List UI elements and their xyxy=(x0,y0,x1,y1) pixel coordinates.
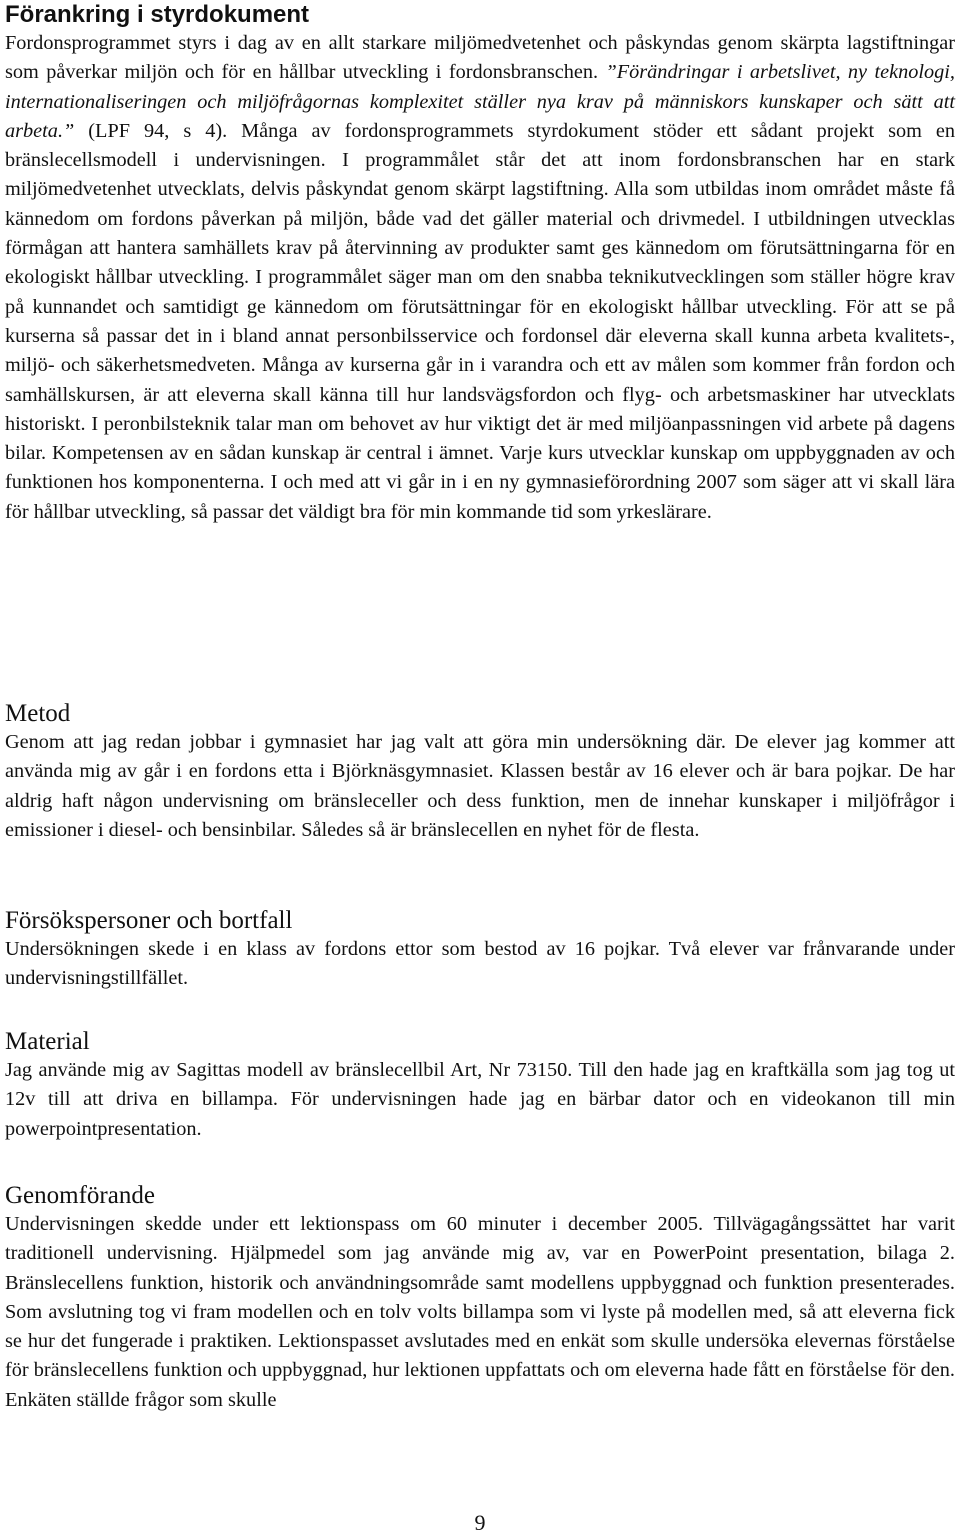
section-title: Förankring i styrdokument xyxy=(5,1,310,28)
paragraph: Jag använde mig av Sagittas modell av bränslecellbil Art, Nr 73150. Till den hade jag en kraftkälla som jag tog ut 12v till att driva en billampa. För undervisningen hade jag en bärbar dator och en videokanon till min powerpointpresentation. xyxy=(5,1059,955,1140)
section-forsokspersoner xyxy=(5,906,955,994)
paragraph-text: Fordonsprogrammet styrs i dag av en allt starkare miljömedvetenhet och påskyndas genom skärpta lagstiftningar som påverkar miljön och för en hållbar utveckling i fordonsbranschen. xyxy=(5,32,955,84)
paragraph xyxy=(5,29,955,527)
section-genomforande xyxy=(5,1181,955,1415)
paragraph-text: (LPF 94, s 4). Många av fordonsprogrammets styrdokument stöder ett sådant projekt som en bränslecellsmodell i undervisningen. I programmålet står det att inom fordonsbranschen har en stark miljömedvetenhet utvecklats, delvis påskyndat genom skärpt lagstiftning. Alla som utbildas inom området måste få kännedom om fordons påverkan på miljön, både vad det gäller material och drivmedel. I utbildningen utvecklas förmågan att hantera samhällets krav på återvinning av produkter samt ges kännedom om förutsättningarna för en ekologiskt hållbar utveckling. I programmålet säger man om den snabba teknikutvecklingen som ställer högre krav på kunnandet och samtidigt ge kännedom om förutsättningar för en ekologiskt hållbar utveckling. För att se på kurserna så passar det in i bland annat personbilsservice och fordonsel där eleverna skall kunna arbeta kvalitets-, miljö- och säkerhetsmedveten. Många av kurserna går in i varandra och ett av målen som kommer från fordon och samhällskursen, är att eleverna skall känna till hur landsvägsfordon och flyg- och arbetsmaskiner har utvecklats historiskt. I peronbilsteknik talar man om behovet av hur viktigt det är med miljöanpassningen vid arbete på dagens bilar. Kompetensen av en sådan kunskap är central i ämnet. Varje kurs utvecklar kunskap om uppbyggnaden av och funktionen hos komponenterna. I och med att vi går in i en ny gymnasieförordning 2007 som säger att vi skall lära för hållbar utveckling, så passar det väldigt bra för min kommande tid som yrkeslärare. xyxy=(5,119,956,523)
page-number: 9 xyxy=(474,1510,486,1535)
section-title: Material xyxy=(5,1028,90,1055)
section-forankring xyxy=(5,0,955,527)
quote-text: ”Förändringar i arbetslivet, ny teknologi, internationaliseringen och miljöfrågornas komplexitet ställer nya krav på människors kunskaper och sätt att arbeta.” xyxy=(5,61,955,142)
paragraph: Genom att jag redan jobbar i gymnasiet har jag valt att göra min undersökning där. De elever jag kommer att använda mig av går i en fordons etta i Björknäsgymnasiet. Klassen består av 16 elever och är bara pojkar. De har aldrig haft någon undervisning om bränsleceller och dess funktion, men de innehar kunskaper i miljöfrågor i emissioner i diesel- och bensinbilar. Således så är bränslecellen en nyhet för de flesta. xyxy=(5,731,955,841)
section-metod xyxy=(5,699,955,845)
paragraph: Undersökningen skede i en klass av fordons ettor som bestod av 16 pojkar. Två elever var frånvarande under undervisningstillfället. xyxy=(5,938,955,990)
section-title: Försökspersoner och bortfall xyxy=(5,907,293,934)
section-title: Genomförande xyxy=(5,1182,155,1209)
section-title: Metod xyxy=(5,700,71,727)
paragraph: Undervisningen skedde under ett lektionspass om 60 minuter i december 2005. Tillvägagångssättet har varit traditionell undervisning. Hjälpmedel som jag använde mig av, var en PowerPoint presentation, bilaga 2. Bränslecellens funktion, historik och användningsområde samt modellens uppbyggnad och funktion presenterades. Som avslutning tog vi fram modellen och en tolv volts billampa som vi lyste på modellen med, så att eleverna fick se hur det fungerade i praktiken. Lektionspasset avslutades med en enkät som skulle undersöka elevernas förståelse för bränslecellens funktion och uppbyggnad, hur lektionen uppfattats och om eleverna hade fått en förståelse för den. Enkäten ställde frågor som skulle xyxy=(5,1213,955,1411)
section-material xyxy=(5,1027,955,1144)
